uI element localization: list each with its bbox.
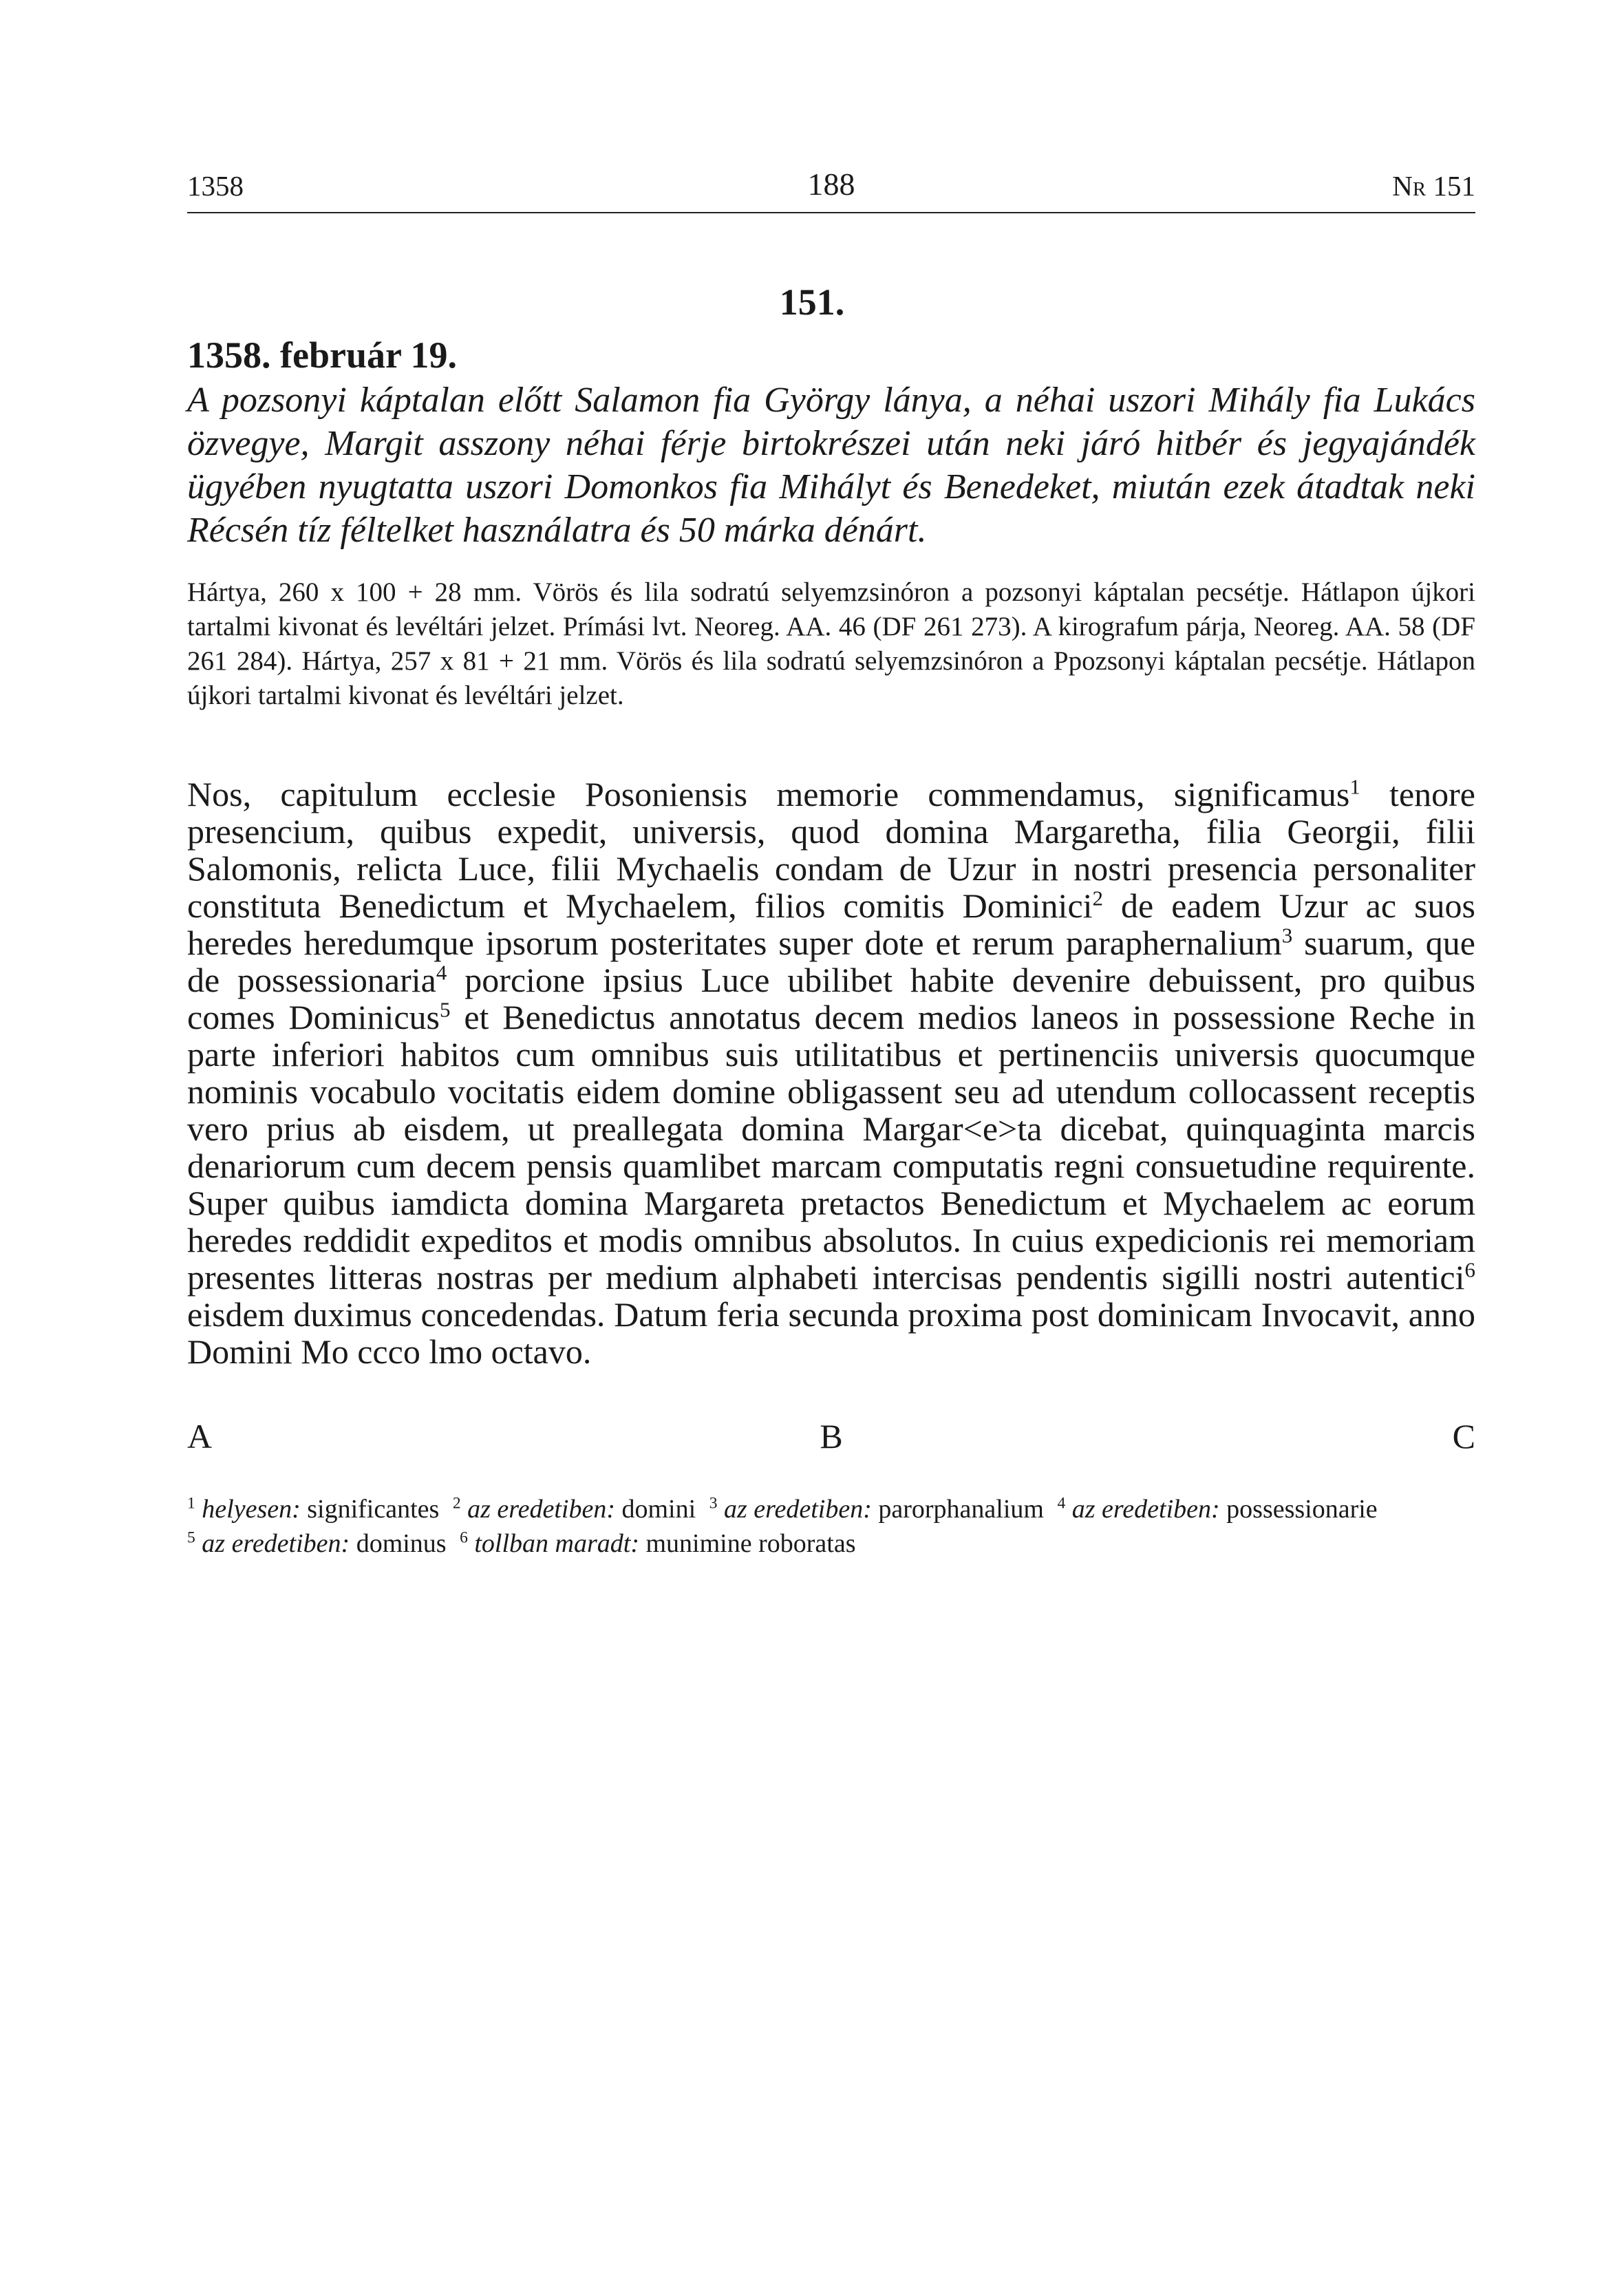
footnote-marker: 4 bbox=[436, 960, 447, 985]
footnote bbox=[187, 1495, 439, 1524]
footnote-label: az eredetiben: bbox=[202, 1529, 350, 1558]
charter-segment: porcione ipsius Luce ubilibet habite devenire debuissent, pro quibus comes Dominicus bbox=[187, 961, 1475, 1036]
header-year: 1358 bbox=[187, 170, 244, 202]
charter-segment: Nos, capitulum ecclesie Posoniensis memorie commendamus, significamus bbox=[187, 775, 1350, 813]
header-entry-ref: Nr 151 bbox=[1392, 170, 1475, 202]
footnote-text: dominus bbox=[356, 1529, 447, 1558]
footnote-label: helyesen: bbox=[202, 1495, 301, 1524]
footnote-label: az eredetiben: bbox=[467, 1495, 615, 1524]
footnote-number: 4 bbox=[1057, 1494, 1066, 1513]
footnotes bbox=[187, 1492, 1475, 1561]
charter-segment: et Benedictus annotatus decem medios laneos in possessione Reche in parte inferiori habitos cum omnibus suis utilitatibus et pertinenciis universis quocumque nominis vocabulo vocitatis eidem domine obligassent seu ad utendum collocassent receptis vero prius ab eisdem, ut preallegata domina Margar<e>ta dicebat, quinquaginta marcis denariorum cum decem pensis quamlibet marcam computatis regni consuetudine requirente. Super quibus iamdicta domina Margareta pretactos Benedictum et Mychaelem ac eorum heredes reddidit expeditos et modis omnibus absolutos. In cuius expedicionis rei memoriam presentes litteras nostras per medium alphabeti intercisas pendentis sigilli nostri autentici bbox=[187, 998, 1476, 1297]
footnote bbox=[453, 1495, 696, 1524]
physical-description: Hártya, 260 x 100 + 28 mm. Vörös és lila sodratú selyemzsinóron a pozsonyi káptalan pecsétje. Hátlapon újkori tartalmi kivonat és levéltári jelzet. Prímási lvt. Neoreg. AA. 46 (DF 261 273). A kirografum párja, Neoreg. AA. 58 (DF 261 284). Hártya, 257 x 81 + 21 mm. Vörös és lila sodratú selyemzsinóron a Ppozsonyi káptalan pecsétje. Hátlapon újkori tartalmi kivonat és levéltári jelzet. bbox=[187, 577, 1475, 710]
charter-segment: suarum, que de possessionaria bbox=[187, 924, 1475, 999]
charter-segment: eisdem duximus concedendas. Datum feria secunda proxima post dominicam Invocavit, anno Domini Mo ccco lmo octavo. bbox=[187, 1295, 1475, 1371]
footnote-text: possessionarie bbox=[1226, 1495, 1378, 1524]
chirograph-letter-b: B bbox=[820, 1417, 843, 1456]
regesta-summary: A pozsonyi káptalan előtt Salamon fia György lánya, a néhai uszori Mihály fia Lukács özvegye, Margit asszony néhai férje birtokrészei után neki járó hitbér és jegyajándék ügyében nyugtatta uszori Domonkos fia Mihályt és Benedeket, miután ezek átadtak neki Récsén tíz féltelket használatra és 50 márka dénárt. bbox=[187, 381, 1475, 550]
footnote-number: 5 bbox=[187, 1528, 195, 1547]
charter-segment: tenore presencium, quibus expedit, universis, quod domina Margaretha, filia Georgii, filii Salomonis, relicta Luce, filii Mychaelis condam de Uzur in nostri presencia personaliter constituta Benedictum et Mychaelem, filios comitis Dominici bbox=[187, 775, 1475, 925]
footnote-marker: 2 bbox=[1092, 886, 1104, 910]
footnote-text: domini bbox=[621, 1495, 696, 1524]
footnote-label: tollban maradt: bbox=[474, 1529, 639, 1558]
footnote-text: significantes bbox=[307, 1495, 440, 1524]
footnote-marker: 6 bbox=[1464, 1257, 1475, 1282]
entry-number: 151. bbox=[779, 281, 845, 323]
footnote-line bbox=[187, 1492, 1475, 1526]
running-header bbox=[187, 164, 1475, 213]
footnote bbox=[709, 1495, 1044, 1524]
footnote-marker: 5 bbox=[440, 997, 451, 1022]
charter-text bbox=[187, 776, 1475, 1370]
footnote-text: parorphanalium bbox=[878, 1495, 1044, 1524]
charter-segment: de eadem Uzur ac suos heredes heredumque ipsorum posteritates super dote et rerum paraphernalium bbox=[187, 886, 1475, 962]
chirograph-letters bbox=[187, 1416, 1475, 1458]
footnote bbox=[460, 1529, 855, 1558]
footnote-line bbox=[187, 1526, 1475, 1561]
footnote-label: az eredetiben: bbox=[723, 1495, 872, 1524]
footnote-text: munimine roboratas bbox=[645, 1529, 856, 1558]
footnote-number: 3 bbox=[709, 1494, 718, 1513]
footnote bbox=[187, 1529, 447, 1558]
footnote-label: az eredetiben: bbox=[1071, 1495, 1220, 1524]
page-number: 188 bbox=[807, 167, 855, 202]
footnote-marker: 3 bbox=[1281, 923, 1293, 948]
footnote-marker: 1 bbox=[1349, 774, 1360, 799]
footnote bbox=[1057, 1495, 1377, 1524]
chirograph-letter-c: C bbox=[1452, 1417, 1475, 1456]
entry-date: 1358. február 19. bbox=[187, 334, 457, 376]
footnote-number: 6 bbox=[460, 1528, 468, 1547]
footnote-number: 1 bbox=[187, 1494, 195, 1513]
footnote-number: 2 bbox=[452, 1494, 461, 1513]
chirograph-letter-a: A bbox=[187, 1417, 213, 1456]
